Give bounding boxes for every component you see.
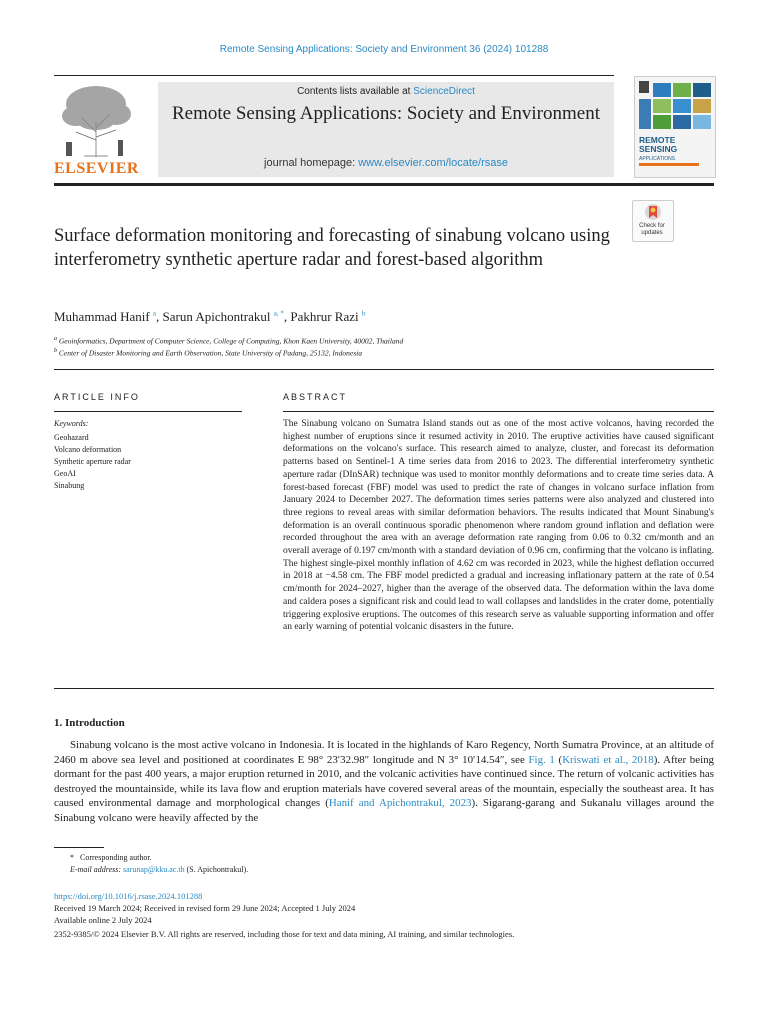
contents-line [158,86,614,97]
doi-link-row [54,891,202,901]
svg-text:SENSING: SENSING [639,144,678,154]
svg-text:APPLICATIONS: APPLICATIONS [639,156,676,162]
author-name[interactable]: Sarun Apichontrakul [162,309,271,324]
journal-homepage-link[interactable]: www.elsevier.com/locate/rsase [358,157,508,169]
section-rule [54,688,714,689]
citation-link[interactable]: Hanif and Apichontrakul, 2023 [328,797,472,810]
figure-link[interactable]: Fig. 1 [528,753,555,766]
introduction-paragraph [54,738,714,826]
affiliation-text: Geoinformatics, Department of Computer Science, College of Computing, Khon Kaen University, 40002, Thailand [58,336,404,346]
affiliation-b [54,348,714,358]
journal-title: Remote Sensing Applications: Society and Environment [172,103,600,124]
affiliation-text: Center of Disaster Monitoring and Earth Observation, State University of Padang, 25132, Indonesia [58,348,362,358]
keyword: Volcano deformation [54,445,122,454]
abstract-heading: ABSTRACT [283,392,348,402]
section-rule [54,369,714,370]
introduction-heading: 1. Introduction [54,717,125,729]
publisher-wordmark: ELSEVIER [54,160,139,177]
header-rule [54,75,614,76]
check-for-updates-label: Check for updates [639,223,665,236]
author-affil-mark[interactable]: a [152,309,157,318]
available-online: Available online 2 July 2024 [54,915,152,925]
article-info-heading: ARTICLE INFO [54,392,140,402]
intro-text: ). Sigarang-garang and Sukanalu villages around the Sinabung volcano were heavily affected by the [54,797,714,824]
corresponding-author-note [70,853,152,862]
intro-text: Sinabung volcano is the most active volcano in Indonesia. It is located in the highlands of Karo Regency, North Sumatra Province, at an altitude of 2460 m above sea level and positioned at coordinates E 98° 23′32.98″ longitude and N 3° 10′14.54″, see [54,739,714,766]
abstract-rule [283,411,714,412]
email-link[interactable]: sarunap@kku.ac.th [123,865,185,874]
affiliation-mark: a [54,336,57,342]
homepage-prefix: journal homepage: [264,157,359,169]
article-info-rule [54,411,242,412]
email-suffix: (S. Apichontrakul). [184,865,249,874]
svg-text:REMOTE: REMOTE [639,135,676,145]
journal-citation[interactable]: Remote Sensing Applications: Society and Environment 36 (2024) 101288 [219,44,549,55]
affiliation-a [54,336,714,346]
email-note [70,865,248,874]
received-dates: Received 19 March 2024; Received in revised form 29 June 2024; Accepted 1 July 2024 [54,903,356,913]
sciencedirect-link[interactable]: ScienceDirect [413,86,475,97]
author-affil-mark[interactable]: a, * [273,309,284,318]
footnote-rule [54,847,104,848]
homepage-line [158,157,614,169]
doi-link[interactable]: https://doi.org/10.1016/j.rsase.2024.101288 [54,891,203,901]
article-title: Surface deformation monitoring and forecasting of sinabung volcano using interferometry synthetic aperture radar and forest-based algorithm [54,226,610,270]
header-thick-rule [54,183,714,186]
intro-text: ( [554,753,563,766]
author-name[interactable]: Muhammad Hanif [54,309,150,324]
intro-text: ). After being dormant for the past 400 years, a major eruption returned in 2010, and the volcanic activities have continued since. The return of volcanic activities has destroyed the mountainside, while its lava flow and eruption materials have covered several areas of the mountain, especially the southeast area. It has caused environmental damage and morphological changes ( [54,753,714,810]
author-name[interactable]: Pakhrur Razi [290,309,359,324]
contents-prefix: Contents lists available at [297,86,414,97]
keyword: Synthetic aperture radar [54,457,131,466]
journal-cover-thumbnail[interactable] [634,76,716,178]
keywords-title: Keywords: [54,419,89,428]
keyword: Sinabung [54,481,85,490]
footnote-star: * [70,853,74,862]
abstract-text: The Sinabung volcano on Sumatra Island stands out as one of the most active volcanos, having recorded the highest number of eruptions since it resumed activity in 2010. The eruptive activities have caused significant deformations on the volcano's surface. This research aimed to analyze, cluster, and forecast its deformation patterns based on Sentinel-1 A time series data from 2016 to 2023. The differential interferometry synthetic aperture radar (DInSAR) technique was used to monitor monthly deformations and to create time series data. A forest-based forecast (FBF) model was used to predict the rate of changes in volcano surface inflation from January 2024 to December 2027. The deformation times series patterns were also analyzed and clustered into three regions to reveal areas with similar deformation behaviors. The results indicated that Mount Sinabung's deformation is an overall continuous sporadic phenomenon where random ground inflation and deflation were recorded throughout the area with an average deformation rate ranging from 0.06 to 0.32 cm/month and an overall average of 0.197 cm/month with a standard deviation of 0.96 cm, confirming that the volcano is inflating. The highest single-pixel monthly inflation of 4.62 cm was recorded in 2023, while the highest deflation occurred in 2018 at −4.58 cm. The FBF model predicted a gradual and increasing inflationary pattern at the rate of 0.54 cm/month for 2024–2027, higher than the average of the observed data. The deformation within the lava dome and caldera poses a significant risk and could lead to wall collapses and landslides in the crater dome, potentially triggering explosive eruptions. The outcomes of this research serve as valuable supporting information and offer an early warning of potential volcanic disasters in the future. [283,419,714,633]
keyword: GeoAI [54,469,76,478]
citation-link[interactable]: Kriswati et al., 2018 [562,753,654,766]
footnote-text: Corresponding author. [80,853,152,862]
copyright-line: 2352-9385/© 2024 Elsevier B.V. All rights are reserved, including those for text and data mining, AI training, and similar technologies. [54,929,515,939]
email-label: E-mail address: [70,865,124,874]
affiliation-mark: b [54,348,57,354]
author-list: Muhammad Hanif $^a$, Sarun Apichontrakul $^{a, *}$, Pakhrur Razi $^b$ [54,309,366,324]
keyword: Geohazard [54,433,89,442]
author-affil-mark[interactable]: b [361,309,366,318]
